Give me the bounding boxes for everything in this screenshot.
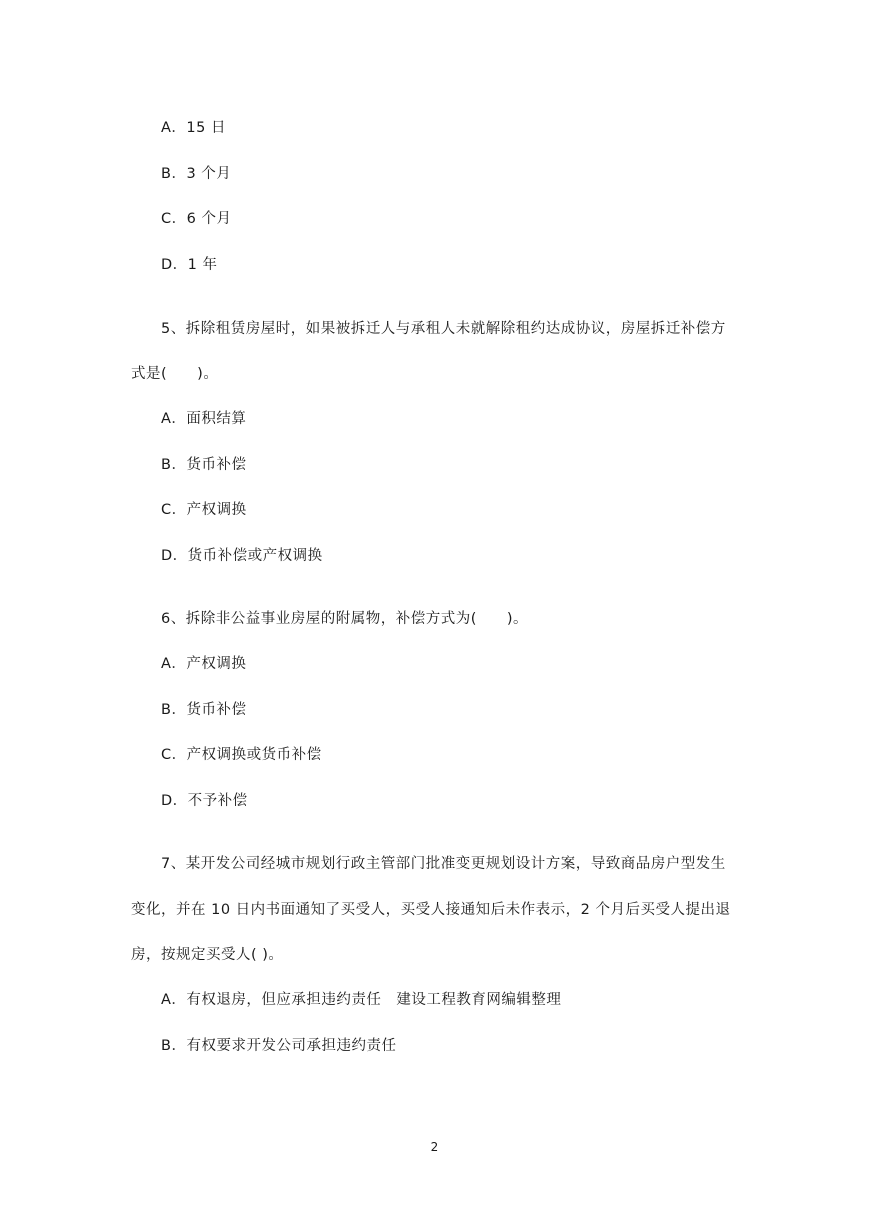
question-5-option-d: D．货币补偿或产权调换 — [161, 548, 323, 564]
question-6-option-d: D．不予补偿 — [161, 793, 248, 809]
option-d: D．1 年 — [161, 257, 218, 273]
question-7-option-a: A．有权退房，但应承担违约责任 建设工程教育网编辑整理 — [161, 992, 562, 1008]
option-b: B．3 个月 — [161, 166, 232, 182]
page-number: 2 — [430, 1140, 439, 1154]
question-6-option-a: A．产权调换 — [161, 656, 247, 672]
question-6-option-c: C．产权调换或货币补偿 — [161, 747, 322, 763]
question-5-text-line-1: 5、拆除租赁房屋时，如果被拆迁人与承租人未就解除租约达成协议，房屋拆迁补偿方 — [161, 321, 726, 337]
question-7-text-line-2: 变化，并在 10 日内书面通知了买受人，买受人接通知后未作表示，2 个月后买受人提出退 — [131, 902, 731, 918]
question-5-text-line-2: 式是( )。 — [131, 366, 219, 382]
question-5-option-a: A．面积结算 — [161, 411, 247, 427]
question-5-option-b: B．货币补偿 — [161, 457, 247, 473]
option-c: C．6 个月 — [161, 211, 232, 227]
question-7-text-line-1: 7、某开发公司经城市规划行政主管部门批准变更规划设计方案，导致商品房户型发生 — [161, 856, 726, 872]
question-6-option-b: B．货币补偿 — [161, 702, 247, 718]
question-7-option-b: B．有权要求开发公司承担违约责任 — [161, 1038, 397, 1054]
question-6-text: 6、拆除非公益事业房屋的附属物，补偿方式为( )。 — [161, 611, 529, 627]
question-7-text-line-3: 房，按规定买受人( )。 — [131, 947, 284, 963]
option-a: A．15 日 — [161, 120, 226, 136]
question-5-option-c: C．产权调换 — [161, 502, 247, 518]
